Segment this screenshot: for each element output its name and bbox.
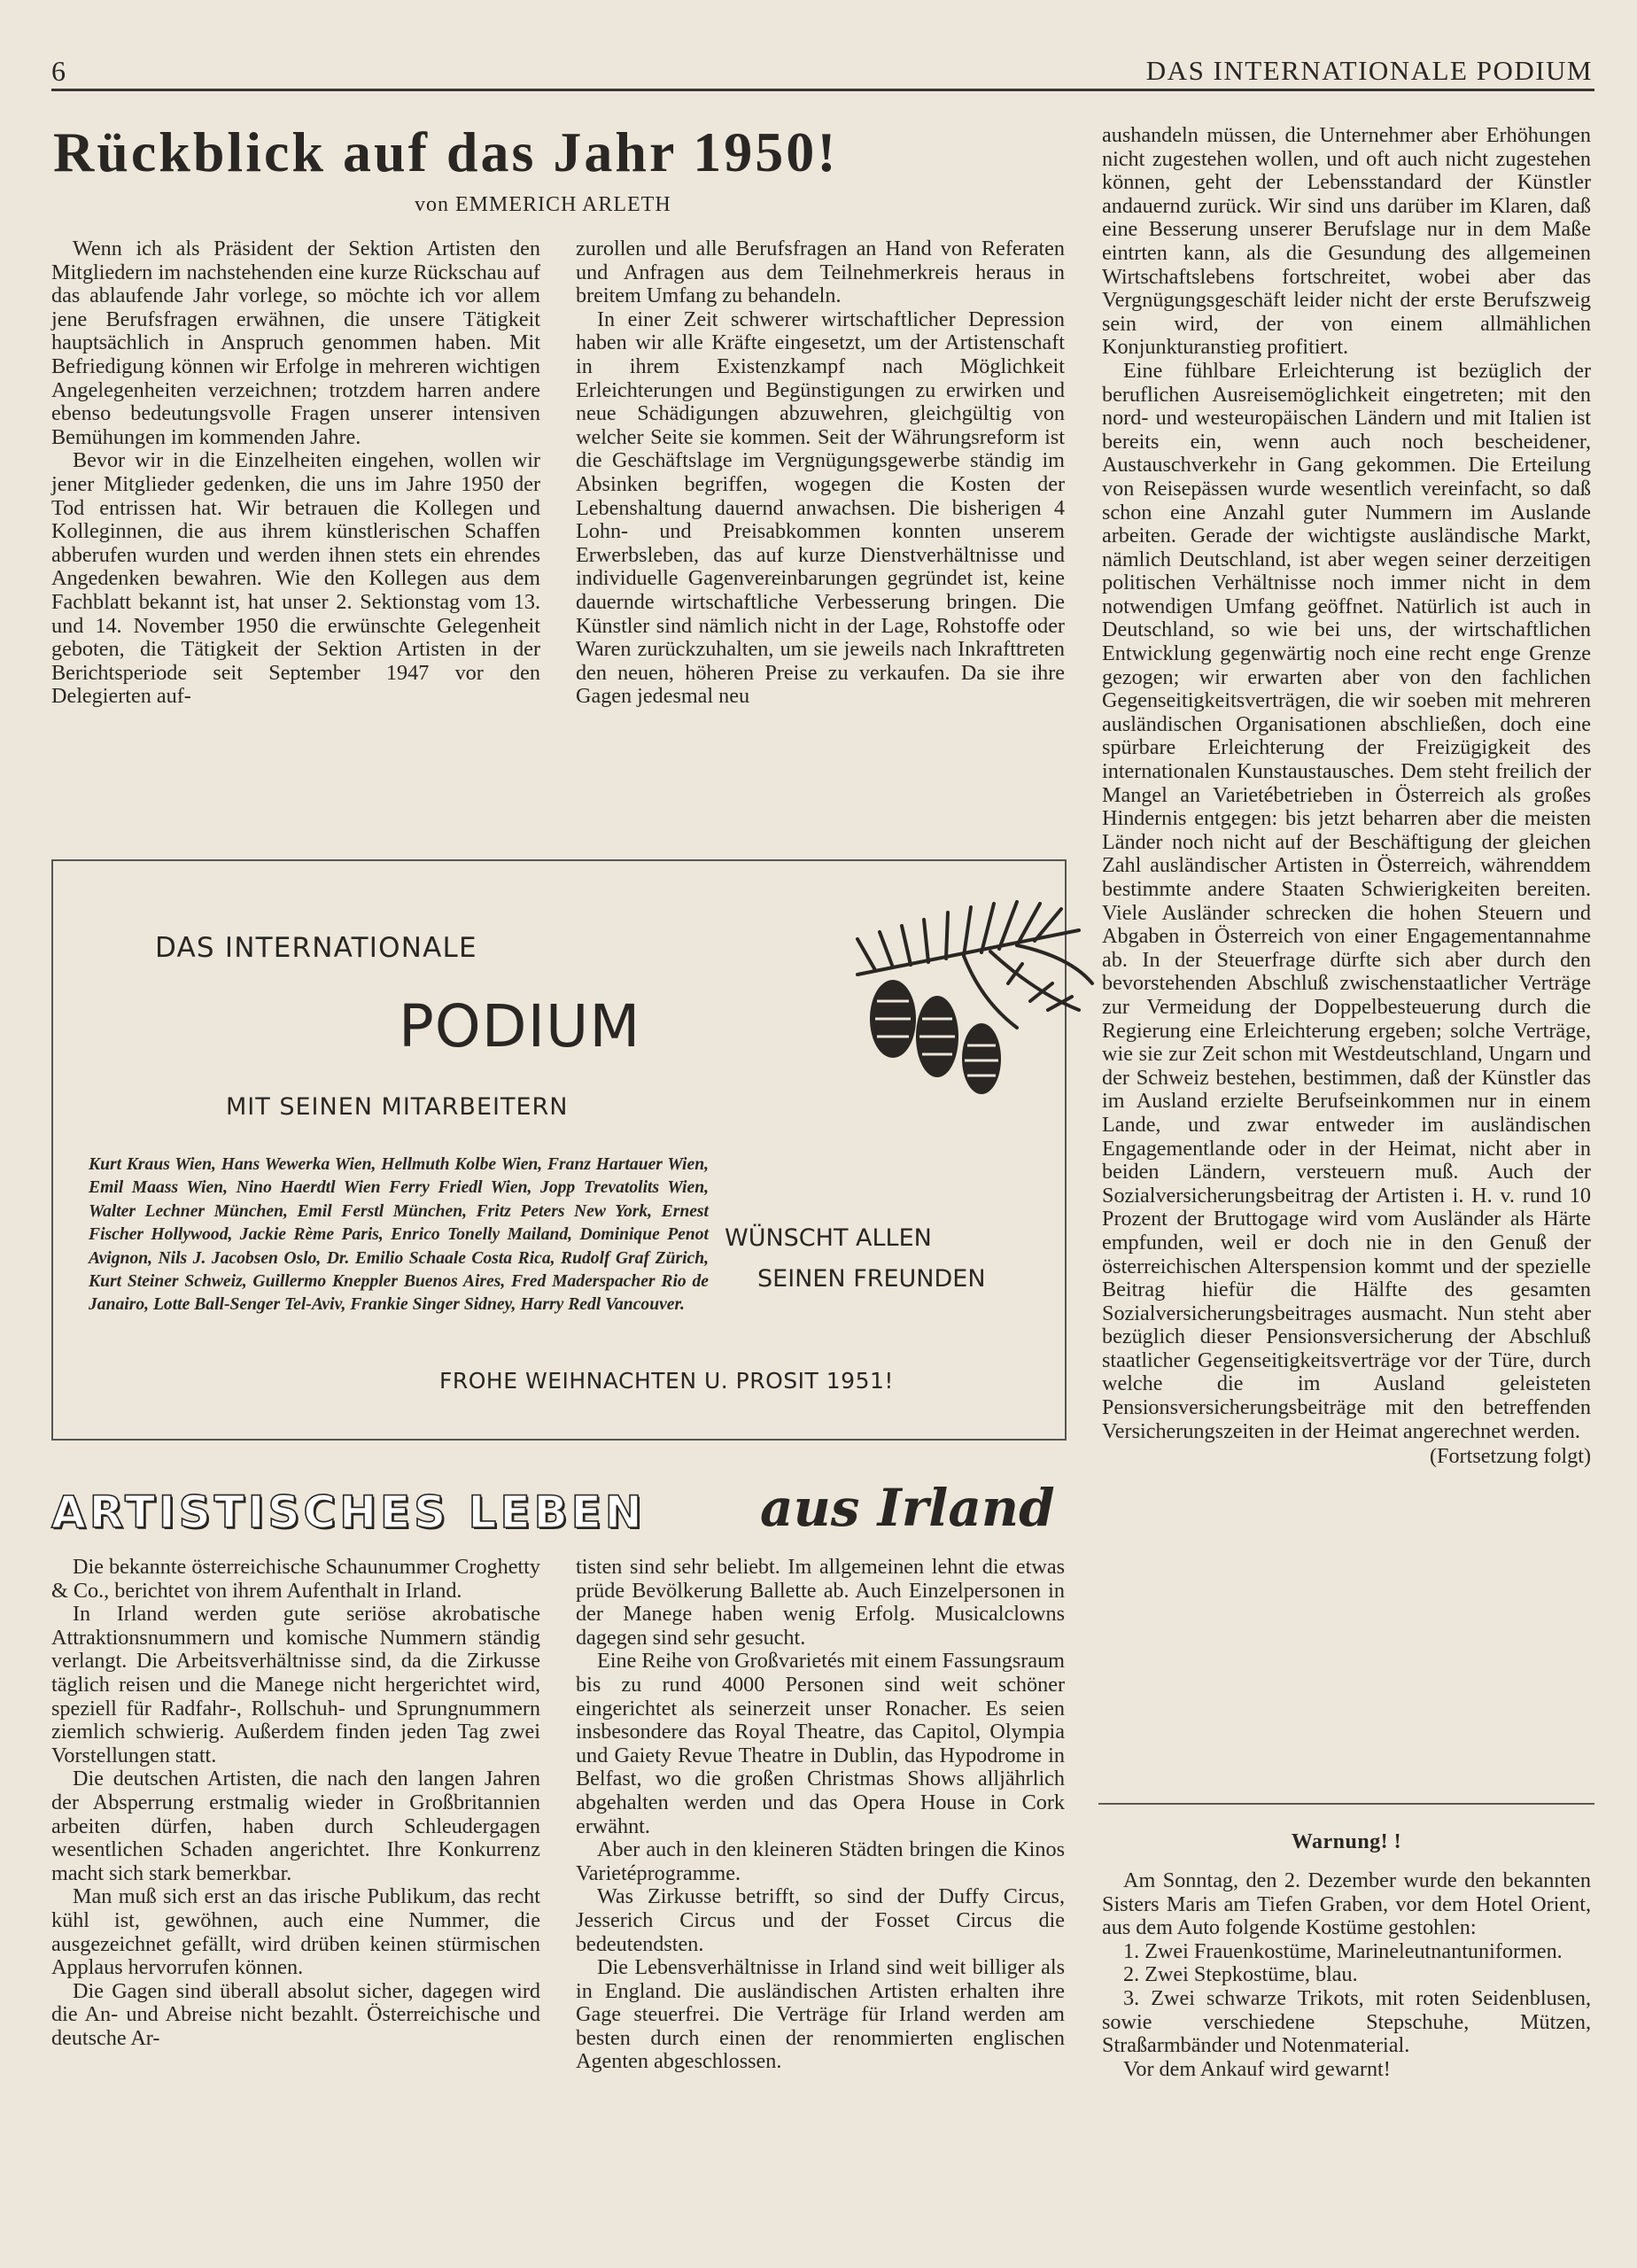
article-title: Rückblick auf das Jahr 1950! (53, 120, 839, 183)
section-divider (1098, 1803, 1594, 1805)
list-item: 2. Zwei Stepkostüme, blau. (1123, 1962, 1358, 1987)
paragraph: Wenn ich als Präsident der Sektion Artisten den Mitgliedern im nachstehenden eine kurze Rückschau auf das ablaufende Jahr vorlege, so möchte ich vor allem jene Berufsfragen erwähnen, die unsere Tätigkeit hauptsächlich in Anspruch genommen haben. Mit Befriedigung können wir Erfolge in mehreren wichtigen Angelegenheiten verzeichnen; trotzdem harren andere ebenso bedeutungsvolle Fragen unserer intensiven Bemühungen im kommenden Jahre. (51, 237, 540, 449)
running-head: DAS INTERNATIONALE PODIUM (1145, 55, 1593, 86)
header-rule (51, 89, 1594, 91)
paragraph: Am Sonntag, den 2. Dezember wurde den bekannten Sisters Maris am Tiefen Graben, vor dem Hotel Orient, aus dem Auto folgende Kostüme gestohlen: (1102, 1868, 1591, 1940)
ad-contributor-list: Kurt Kraus Wien, Hans Wewerka Wien, Hellmuth Kolbe Wien, Franz Hartauer Wien, Emil Maass Wien, Nino Haerdtl Wien Ferry Friedl Wien, Jopp Trevatolits Wien, Walter Lechner München, Emil Ferstl München, Fritz Peters New York, Ernest Fischer Hollywood, Jackie Rème Paris, Enrico Tonelly Mailand, Dominique Penot Avignon, Nils J. Jacobsen Oslo, Dr. Emilio Schaale Costa Rica, Rudolf Graf Zürich, Kurt Steiner Schweiz, Guillermo Kneppler Buenos Aires, Fred Maderspacher Rio de Janairo, Lotte Ball-Senger Tel-Aviv, Frankie Singer Sidney, Harry Redl Vancouver. (89, 1155, 709, 1315)
list-item: 1. Zwei Frauenkostüme, Marineleutnantuniformen. (1123, 1938, 1563, 1963)
article1-column-2 (576, 237, 1065, 709)
paragraph: Eine fühlbare Erleichterung ist bezüglich der beruflichen Ausreisemöglichkeit eingetreten; mit den nord- und westeuropäischen Ländern und mit Italien ist bereits ein, wenn auch noch bescheidener, Austauschverkehr in Gang gekommen. Die Erteilung von Reisepässen wurde wesentlich vereinfacht, so daß schon eine Anzahl guter Nummern im Auslande arbeiten. Gerade der wichtigste ausländische Markt, nämlich Deutschland, ist aber wegen seiner derzeitigen politischen Verhältnisse noch immer nicht in dem notwendigen Umfang geöffnet. Natürlich ist auch in Deutschland, so wie bei uns, der wirtschaftlichen Entwicklung gegenwärtig noch eine recht enge Grenze gezogen; wir erwarten aber von den fachlichen Gegenseitigkeitsverträgen, die wir soeben mit mehreren ausländischen Organisationen abschließen, doch eine spürbare Erleichterung der Freizügigkeit des internationalen Kunstaustausches. Dem steht freilich der Mangel an Varietébetrieben in Österreich als großes Hindernis entgegen: bis jetzt beharren aber die meisten Länder noch nicht auf der Beschäftigung der gleichen Zahl ausländischer Artisten in Österreich, währenddem bestimmte andere Staaten Schwierigkeiten bereiten. Viele Ausländer schrecken die hohen Steuern und Abgaben in Österreich von einer Engagementannahme ab. In der Steuerfrage dürfte sich aber durch den bevorstehenden Abschluß zwischenstaatlicher Verträge zur Vermeidung der Doppelbesteuerung durch die Regierung eine Erleichterung ergeben; solche Verträge, wie sie zur Zeit schon mit Westdeutschland, Ungarn und der Schweiz bestehen, bestimmen, daß der Künstler das im Ausland erzielte Berufseinkommen nur in einem Lande, und zwar entweder im ausländischen Engagementlande oder in der Heimat, nicht aber in beiden Ländern, versteuern muß. Auch der Sozialversicherungsbeitrag der Artisten i. H. v. rund 10 Prozent der Bruttogage wird vom Ausländer als Härte empfunden, weil er doch nie in den Genuß der österreichischen Alterspension kommt und der spezielle Beitrag hiefür die Hälfte des gesamten Sozialversicherungsbeitrages ausmacht. Nun steht aber bezüglich dieser Pensionsversicherung der Abschluß staatlicher Gegenseitigkeitsverträge vor der Türe, durch welche die im Ausland geleisteten Pensionsversicherungsbeiträge mit den betreffenden Versicherungszeiten in der Heimat angerechnet werden. (1102, 358, 1591, 1443)
paragraph: aushandeln müssen, die Unternehmer aber Erhöhungen nicht zugestehen wollen, und oft auch nicht zugestehen können, geht der Lebensstandard der Künstler andauernd zurück. Wir sind uns darüber im Klaren, daß eine Besserung unserer Berufslage nur in dem Maße eintrten kann, als die Gesundung des allgemeinen Wirtschaftslebens fortschreitet, wobei aber das Vergnügungsgeschäft leider nicht der erste Berufszweig sein wird, der von einem allmählichen Konjunkturanstieg profitiert. (1102, 123, 1591, 360)
paragraph: Bevor wir in die Einzelheiten eingehen, wollen wir jener Mitglieder gedenken, die uns im Jahre 1950 der Tod entrissen hat. Wir betrauen die Kollegen und Kolleginnen, die aus ihrem künstlerischen Schaffen abberufen wurden und werden ihnen stets ein ehrendes Angedenken bewahren. Wie den Kollegen aus dem Fachblatt bekannt ist, hat unser 2. Sektionstag vom 13. und 14. November 1950 die erwünschte Gelegenheit geboten, die Tätigkeit der Sektion Artisten in der Berichtsperiode seit September 1947 vor den Delegierten auf- (51, 448, 540, 709)
paragraph: Man muß sich erst an das irische Publikum, das recht kühl ist, gewöhnen, auch eine Nummer, die ausgezeichnet gefällt, wird drüben keinen stürmischen Applaus hervorrufen können. (51, 1884, 540, 1980)
section-title-decorative: ARTISTISCHES LEBEN (51, 1487, 646, 1538)
page-number: 6 (51, 55, 66, 87)
fir-branch-icon (840, 877, 1097, 1099)
ad-wish-line-2: SEINEN FREUNDEN (757, 1265, 986, 1293)
paragraph: Eine Reihe von Großvarietés mit einem Fassungsraum bis zu rund 4000 Personen sind weit schöner eingerichtet als seinerzeit unser Ronacher. Es seien insbesondere das Royal Theatre, das Capitol, Olympia und Gaiety Revue Theatre in Dublin, das Hypodrome in Belfast, wo die großen Christmas Shows alljährlich abgehalten werden und das Opera House in Cork erwähnt. (576, 1649, 1065, 1838)
paragraph: Was Zirkusse betrifft, so sind der Duffy Circus, Jesserich Circus und der Fosset Circus die bedeutendsten. (576, 1884, 1065, 1956)
continued-note: (Fortsetzung folgt) (1429, 1444, 1591, 1469)
paragraph: In einer Zeit schwerer wirtschaftlicher Depression haben wir alle Kräfte eingesetzt, um der Artistenschaft in ihrem Existenzkampf nach Möglichkeit Erleichterungen und Begünstigungen zu erwirken und neue Schädigungen abzuwehren, gleichgültig von welcher Seite sie kommen. Seit der Währungsreform ist die Geschäftslage im Vergnügungsgewerbe ständig im Absinken begriffen, wogegen die Kosten der Lebenshaltung dauernd anwachsen. Die bisherigen 4 Lohn- und Preisabkommen konnten unserem Erwerbsleben, das auf kurze Dienstverhältnisse und individuelle Gagenvereinbarungen gegründet ist, keine dauernde wirtschaftliche Verbesserung bringen. Die Künstler sind nämlich nicht in der Lage, Rohstoffe oder Waren zurückzuhalten, um sie jeweils nach Inkrafttreten den neuen, höheren Preise zu verkaufen. Da sie ihre Gagen jedesmal neu (576, 307, 1065, 709)
ad-wish-line-1: WÜNSCHT ALLEN (725, 1224, 932, 1252)
christmas-greeting-ad (51, 859, 1067, 1441)
warning-title: Warnung! ! (1291, 1830, 1402, 1853)
paragraph: Die Gagen sind überall absolut sicher, dagegen wird die An- und Abreise nicht bezahlt. Österreichische und deutsche Ar- (51, 1978, 540, 2050)
paragraph: Die Lebensverhältnisse in Irland sind weit billiger als in England. Die ausländischen Artisten erhalten ihre Gage steuerfrei. Die Verträge für Irland werden am besten durch einen der renommierten englischen Agenten abgeschlossen. (576, 1955, 1065, 2074)
paragraph: tisten sind sehr beliebt. Im allgemeinen lehnt die etwas prüde Bevölkerung Ballette ab. Auch Einzelpersonen in der Manege haben wenig Erfolg. Musicalclowns dagegen sind sehr gesucht. (576, 1555, 1065, 1650)
article1-column-3 (1102, 124, 1591, 1469)
paragraph: Aber auch in den kleineren Städten bringen die Kinos Varietéprogramme. (576, 1837, 1065, 1885)
ad-heading-line-1: DAS INTERNATIONALE (155, 932, 477, 964)
article-byline: von EMMERICH ARLETH (415, 193, 671, 216)
article2-column-2 (576, 1556, 1065, 2074)
article2-column-1 (51, 1556, 540, 2050)
warning-notice (1102, 1869, 1591, 2081)
ad-greeting: FROHE WEIHNACHTEN U. PROSIT 1951! (439, 1368, 894, 1394)
paragraph: Die deutschen Artisten, die nach den langen Jahren der Absperrung erstmalig wieder in Großbritannien arbeiten dürfen, haben durch Schleudergagen wesentlichen Schaden angerichtet. Ihre Konkurrenz macht sich stark bemerkbar. (51, 1767, 540, 1885)
section-title-script: aus Irland (760, 1478, 1055, 1538)
paragraph: In Irland werden gute seriöse akrobatische Attraktionsnummern und komische Nummern ständig verlangt. Die Arbeitsverhältnisse sind, da die Zirkusse täglich reisen und die Manege nicht hergerichtet wird, speziell für Radfahr-, Rollschuh- und Sprungnummern ziemlich schwierig. Außerdem finden jeden Tag zwei Vorstellungen statt. (51, 1602, 540, 1767)
ad-heading-line-3: MIT SEINEN MITARBEITERN (226, 1093, 569, 1121)
paragraph: Vor dem Ankauf wird gewarnt! (1123, 2056, 1391, 2081)
article1-column-1 (51, 237, 540, 709)
list-item: 3. Zwei schwarze Trikots, mit roten Seidenblusen, sowie verschiedene Stepschuhe, Mützen, Straßarmbänder und Notenmaterial. (1102, 1985, 1591, 2058)
paragraph: Die bekannte österreichische Schaunummer Croghetty & Co., berichtet von ihrem Aufenthalt in Irland. (51, 1555, 540, 1603)
ad-heading-podium: PODIUM (399, 992, 641, 1060)
section-title (51, 1474, 1068, 1554)
paragraph: zurollen und alle Berufsfragen an Hand von Referaten und Anfragen aus dem Teilnehmerkreis heraus in breitem Umfang zu behandeln. (576, 237, 1065, 308)
